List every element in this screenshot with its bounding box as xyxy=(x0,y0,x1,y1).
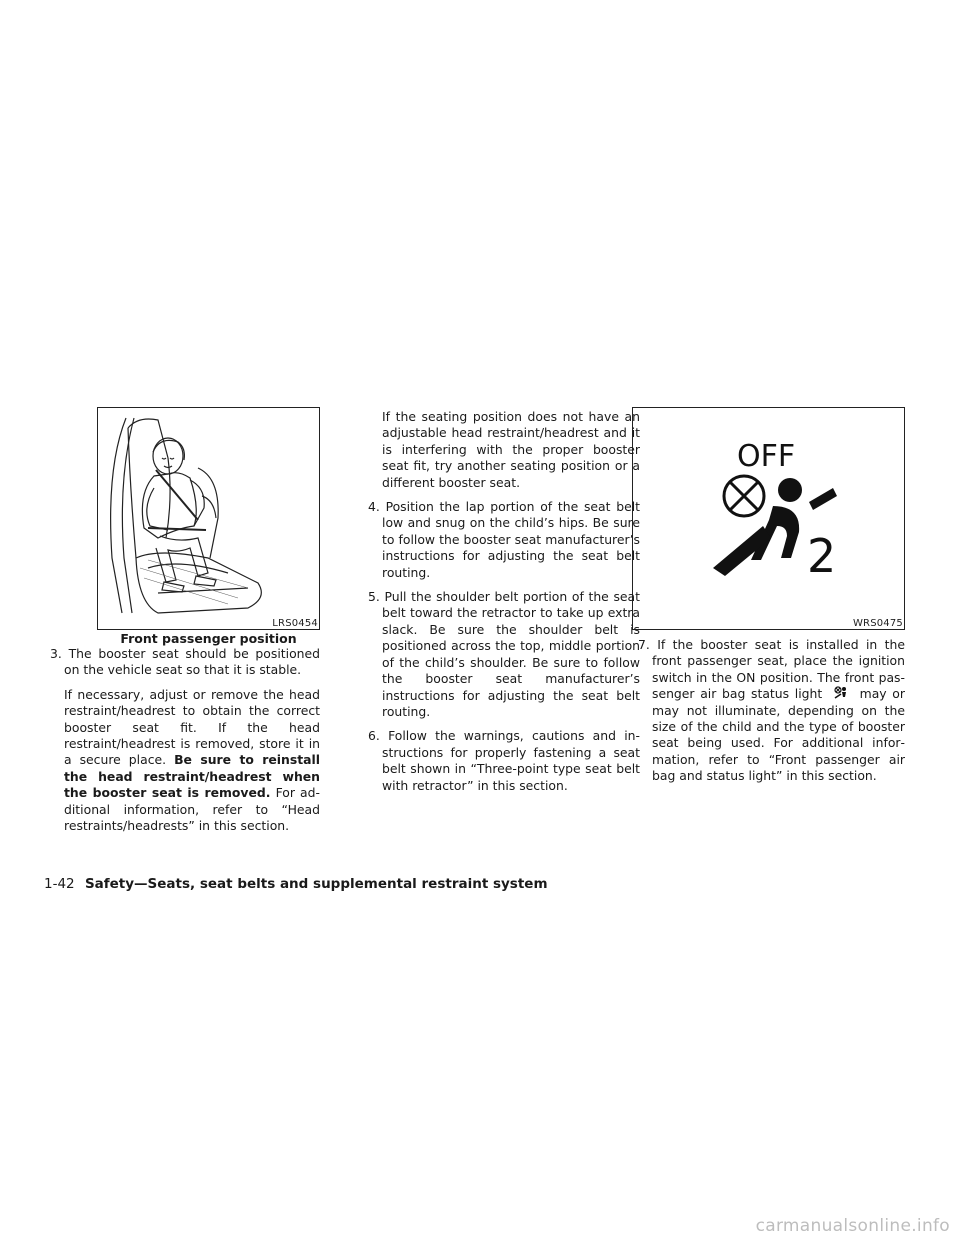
child-booster-seat-illustration xyxy=(98,408,319,629)
figure-airbag-off-indicator xyxy=(632,407,905,630)
figure-code: WRS0475 xyxy=(852,618,903,629)
list-item-5 xyxy=(362,589,640,720)
item-text: Position the lap portion of the seat belt low and snug on the child’s hips. Be sure to follow the booster seat manufacturer’s instructions for adjusting the seat belt routing. xyxy=(382,499,640,580)
item-number: 6. xyxy=(368,728,380,744)
item-text-post: may or may not illuminate, depending on the size of the child and the type of booster seat being used. For additional information, refer to “Front passenger air bag and status light” in this section. xyxy=(652,686,905,784)
detail-text-post: For additional information, refer to “Head restraints/headrests” in this section. xyxy=(64,785,320,834)
list-item-3 xyxy=(44,646,320,679)
watermark: carmanualsonline.info xyxy=(755,1216,950,1236)
section-title: Safety—Seats, seat belts and supplemental restraint system xyxy=(84,876,548,892)
item-number: 3. xyxy=(50,646,62,661)
warning-text: Be sure to reinstall the head restraint/headrest when the booster seat is removed. xyxy=(64,752,320,801)
column-1 xyxy=(44,646,320,842)
list-item-3-continued: If the seating position does not have an adjustable head restraint/headrest and it is interfering with the proper booster seat fit, try another seating position or a different booster seat. xyxy=(382,409,640,490)
list-item-6 xyxy=(362,728,640,794)
page-number: 1-42 xyxy=(44,876,75,892)
off-text: OFF xyxy=(737,439,796,474)
column-2 xyxy=(362,409,640,802)
list-item-4 xyxy=(362,499,640,581)
list-item-7 xyxy=(632,637,905,785)
item-text: The booster seat should be positioned on the vehicle seat so that it is stable. xyxy=(64,646,320,678)
airbag-off-illustration xyxy=(633,408,904,629)
page-footer xyxy=(44,876,548,892)
figure-caption: Front passenger position xyxy=(120,631,297,646)
detail-text: If necessary, adjust or remove the head restraint/headrest to obtain the correct booster seat fit. If the head restraint/headrest is removed, store it in a secure place. xyxy=(64,686,320,768)
passenger-airbag-status-icon xyxy=(832,686,850,700)
item-number: 4. xyxy=(368,499,380,515)
list-item-3-detail xyxy=(44,687,320,835)
item-number: 7. xyxy=(638,637,650,652)
item-text: Follow the warnings, cautions and instructions for properly fastening a seat belt shown in “Three-point type seat belt with retractor” in this section. xyxy=(382,728,640,793)
figure-code: LRS0454 xyxy=(272,618,318,629)
column-3 xyxy=(632,637,905,793)
item-text: Pull the shoulder belt portion of the seat belt toward the retractor to take up extra slack. Be sure the shoulder belt is positioned across the top, middle portion of the child’s shoulder. Be sure to follow the booster seat manufacturer’s instructions for adjusting the seat belt routing. xyxy=(382,589,640,719)
figure-booster-seat xyxy=(97,407,320,630)
item-text: If the booster seat is installed in the front passenger seat, place the ignition switch in the ON position. The front passenger air bag status light xyxy=(652,637,905,702)
item-number: 5. xyxy=(368,589,380,605)
seat-number: 2 xyxy=(807,529,837,583)
